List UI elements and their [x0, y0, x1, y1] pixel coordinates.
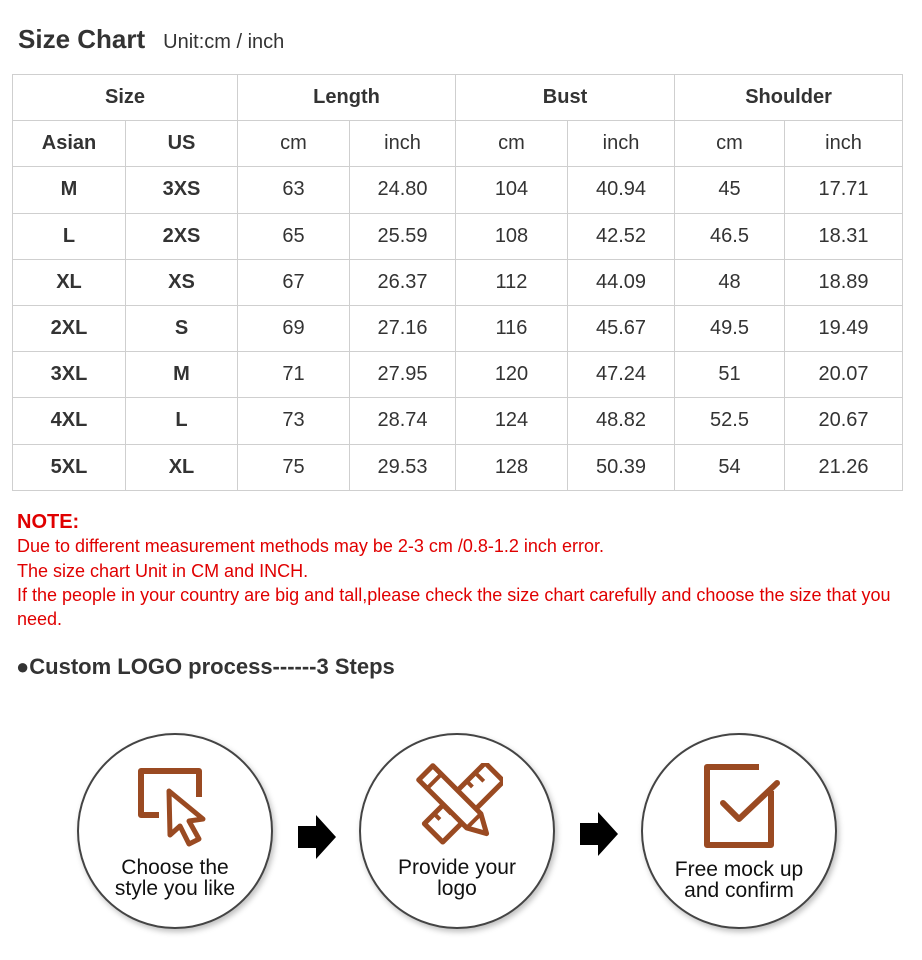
cell-shoulder-cm: 54 [675, 444, 785, 490]
cell-shoulder-cm: 52.5 [675, 398, 785, 444]
title-row [18, 24, 284, 55]
cell-length-cm: 71 [238, 352, 350, 398]
table-row [13, 444, 903, 490]
cell-us-size: M [126, 352, 238, 398]
cell-length-inch: 26.37 [350, 259, 456, 305]
note-section [17, 510, 897, 631]
group-header-size: Size [13, 75, 238, 121]
subheader-length-cm: cm [238, 121, 350, 167]
steps-title: ●Custom LOGO process------3 Steps [16, 654, 395, 679]
subheader-length-inch: inch [350, 121, 456, 167]
group-header-shoulder: Shoulder [675, 75, 903, 121]
cell-us-size: S [126, 305, 238, 351]
cell-shoulder-inch: 17.71 [785, 167, 903, 213]
cell-asian-size: 2XL [13, 305, 126, 351]
subheader-bust-cm: cm [456, 121, 568, 167]
step-label-line2: and confirm [684, 879, 794, 902]
cell-asian-size: L [13, 213, 126, 259]
cell-bust-cm: 104 [456, 167, 568, 213]
cell-bust-cm: 116 [456, 305, 568, 351]
cell-bust-inch: 47.24 [568, 352, 675, 398]
cell-length-cm: 75 [238, 444, 350, 490]
cell-asian-size: 4XL [13, 398, 126, 444]
subheader-shoulder-cm: cm [675, 121, 785, 167]
cell-shoulder-cm: 46.5 [675, 213, 785, 259]
group-header-bust: Bust [456, 75, 675, 121]
cell-shoulder-cm: 45 [675, 167, 785, 213]
cursor-click-icon [133, 763, 217, 849]
cell-shoulder-inch: 20.07 [785, 352, 903, 398]
table-row [13, 305, 903, 351]
cell-asian-size: XL [13, 259, 126, 305]
cell-bust-cm: 108 [456, 213, 568, 259]
cell-length-cm: 63 [238, 167, 350, 213]
page-title: Size Chart [18, 24, 146, 54]
step-circle-mock-up [641, 733, 837, 929]
arrow-right-icon [578, 810, 620, 863]
cell-length-cm: 73 [238, 398, 350, 444]
cell-us-size: XS [126, 259, 238, 305]
step-label-line2: logo [437, 877, 477, 900]
cell-asian-size: 5XL [13, 444, 126, 490]
cell-shoulder-cm: 48 [675, 259, 785, 305]
note-line: If the people in your country are big and tall,please check the size chart carefully and choose the size that you need. [17, 584, 891, 630]
table-row [13, 213, 903, 259]
subheader-asian: Asian [13, 121, 126, 167]
step-circle-provide-logo [359, 733, 555, 929]
unit-label: Unit:cm / inch [163, 31, 285, 53]
note-line: Due to different measurement methods may be 2-3 cm /0.8-1.2 inch error. [17, 536, 604, 557]
cell-bust-cm: 112 [456, 259, 568, 305]
cell-bust-cm: 120 [456, 352, 568, 398]
pencil-ruler-icon [415, 763, 503, 849]
step-circle-choose-style [77, 733, 273, 929]
table-row [13, 352, 903, 398]
cell-length-inch: 28.74 [350, 398, 456, 444]
step-label-line1: Free mock up [674, 858, 804, 881]
cell-bust-cm: 128 [456, 444, 568, 490]
table-row [13, 167, 903, 213]
cell-asian-size: 3XL [13, 352, 126, 398]
cell-bust-inch: 44.09 [568, 259, 675, 305]
size-chart-table [12, 74, 903, 491]
cell-length-cm: 65 [238, 213, 350, 259]
cell-shoulder-inch: 21.26 [785, 444, 903, 490]
cell-bust-inch: 42.52 [568, 213, 675, 259]
subheader-us: US [126, 121, 238, 167]
step-label-line2: style you like [114, 877, 236, 900]
group-header-length: Length [238, 75, 456, 121]
cell-bust-cm: 124 [456, 398, 568, 444]
cell-shoulder-inch: 19.49 [785, 305, 903, 351]
cell-us-size: 2XS [126, 213, 238, 259]
note-title: NOTE: [17, 511, 80, 533]
cell-length-inch: 29.53 [350, 444, 456, 490]
step-label-line1: Provide your [398, 856, 516, 879]
subheader-row [13, 121, 903, 167]
cell-us-size: L [126, 398, 238, 444]
cell-shoulder-inch: 18.89 [785, 259, 903, 305]
cell-us-size: XL [126, 444, 238, 490]
cell-length-cm: 67 [238, 259, 350, 305]
note-line: The size chart Unit in CM and INCH. [17, 560, 309, 581]
group-header-row [13, 75, 903, 121]
cell-asian-size: M [13, 167, 126, 213]
cell-shoulder-cm: 49.5 [675, 305, 785, 351]
cell-bust-inch: 48.82 [568, 398, 675, 444]
subheader-bust-inch: inch [568, 121, 675, 167]
subheader-shoulder-inch: inch [785, 121, 903, 167]
cell-length-cm: 69 [238, 305, 350, 351]
step-label-line1: Choose the [121, 856, 229, 879]
cell-bust-inch: 40.94 [568, 167, 675, 213]
cell-us-size: 3XS [126, 167, 238, 213]
table-row [13, 259, 903, 305]
cell-bust-inch: 45.67 [568, 305, 675, 351]
cell-shoulder-inch: 18.31 [785, 213, 903, 259]
checkbox-icon [701, 761, 785, 849]
cell-length-inch: 25.59 [350, 213, 456, 259]
cell-bust-inch: 50.39 [568, 444, 675, 490]
cell-shoulder-cm: 51 [675, 352, 785, 398]
cell-length-inch: 27.95 [350, 352, 456, 398]
cell-length-inch: 27.16 [350, 305, 456, 351]
arrow-right-icon [296, 813, 338, 866]
cell-length-inch: 24.80 [350, 167, 456, 213]
table-row [13, 398, 903, 444]
cell-shoulder-inch: 20.67 [785, 398, 903, 444]
